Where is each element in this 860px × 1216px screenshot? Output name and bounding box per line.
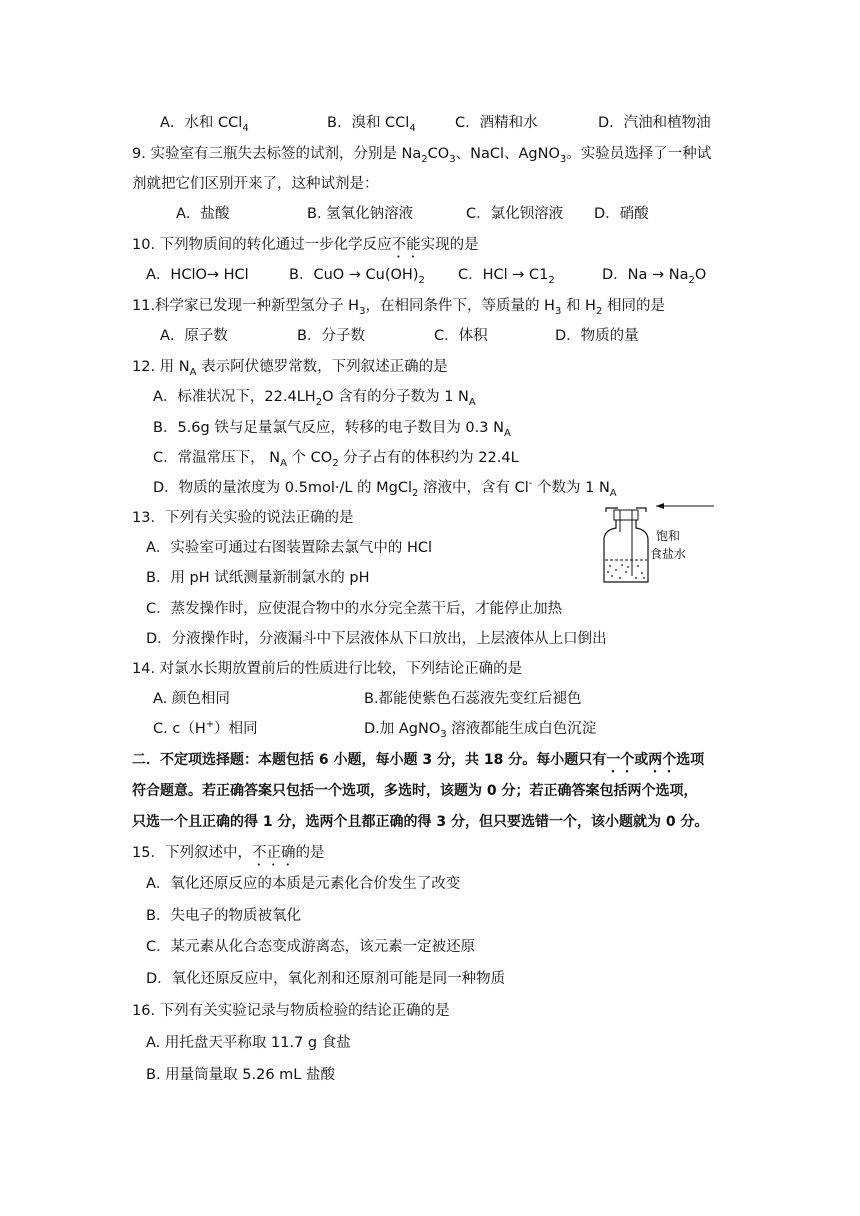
q9-option-a: A．盐酸	[176, 206, 230, 222]
section2-line3: 只选一个且正确的得 1 分，选两个且都正确的得 3 分，但只要选错一个，该小题就为 0 分。	[132, 814, 709, 830]
q16-option-a: A. 用托盘天平称取 11.7 g 食盐	[146, 1035, 351, 1051]
q13-option-b: B．用 pH 试纸测量新制氯水的 pH	[146, 570, 370, 586]
q10-emphasis: 不能	[391, 237, 421, 253]
q10-option-c: C．HCl → $C1_2$	[458, 267, 555, 286]
q15-option-b: B．失电子的物质被氧化	[146, 908, 301, 924]
section2-line2: 符合题意。若正确答案只包括一个选项，多选时，该题为 0 分；若正确答案包括两个选项，	[132, 783, 698, 799]
gas-washing-bottle-figure	[598, 498, 718, 590]
q15-option-d: D．氧化还原反应中，氧化剂和还原剂可能是同一种物质	[146, 971, 506, 987]
q9-stem-line1: 9. 实验室有三瓶失去标签的试剂，分别是 $Na_2CO_3$、NaCl、AgNO$_3$。实验员选择了一种试	[132, 146, 712, 165]
q11-option-d: D．物质的量	[555, 328, 639, 344]
q11-option-c: C．体积	[434, 328, 488, 344]
q16-stem: 16. 下列有关实验记录与物质检验的结论正确的是	[132, 1003, 450, 1019]
gas-washing-bottle-icon	[598, 498, 718, 590]
q9-stem-line2: 剂就把它们区别开来了，这种试剂是：	[132, 176, 379, 192]
figure-label-brine: 食盐水	[650, 547, 687, 561]
q14-stem: 14. 对氯水长期放置前后的性质进行比较，下列结论正确的是	[132, 661, 523, 677]
q11-option-b: B．分子数	[297, 328, 365, 344]
q15-option-a: A．氧化还原反应的本质是元素化合价发生了改变	[146, 876, 461, 892]
q12-option-a: A．标准状况下，$22.4LH_2O$ 含有的分子数为 1 $N_A$	[153, 389, 476, 408]
q14-option-b: B.都能使紫色石蕊液先变红后褪色	[364, 691, 582, 707]
section2-emphasis-one: 一个	[606, 752, 635, 768]
q8-option-b: B．溴和 CCl$_4$	[327, 115, 416, 134]
q14-option-a: A. 颜色相同	[153, 691, 230, 707]
q9-option-c: C．氯化钡溶液	[466, 206, 564, 222]
q8-option-c: C．酒精和水	[455, 115, 538, 131]
q9-option-b: B. 氢氧化钠溶液	[307, 206, 414, 222]
section2-line1: 二．不定项选择题：本题包括 6 小题，每小题 3 分，共 18 分。每小题只有一个或两个选项	[132, 752, 705, 768]
q15-emphasis: 不正确	[251, 845, 296, 861]
q12-stem: 12. 用 $N_A$ 表示阿伏德罗常数，下列叙述正确的是	[132, 359, 448, 378]
q8-option-d: D．汽油和植物油	[598, 115, 711, 131]
q12-option-c: C．常温常压下， $N_A$ 个 $CO_2$ 分子占有的体积约为 22.4L	[153, 450, 519, 469]
q15-stem: 15．下列叙述中，不正确的是	[132, 845, 325, 861]
q11-stem: 11.科学家已发现一种新型氢分子 $H_3$，在相同条件下，等质量的 $H_3$ 和 $H_2$ 相同的是	[132, 298, 665, 317]
q13-option-a: A．实验室可通过右图装置除去氯气中的 HCl	[146, 540, 433, 556]
q10-option-a: A．HClO→ HCl	[146, 267, 249, 283]
q14-option-d: D.加 AgNO$_3$ 溶液都能生成白色沉淀	[364, 721, 597, 740]
q10-stem: 10. 下列物质间的转化通过一步化学反应不能实现的是	[132, 237, 479, 253]
q15-option-c: C．某元素从化合态变成游离态，该元素一定被还原	[146, 939, 476, 955]
figure-label-saturated: 饱和	[656, 529, 681, 543]
q8-option-a: A．水和 CCl$_4$	[160, 115, 249, 134]
q10-option-b: B．CuO → $Cu(OH)_2$	[289, 267, 425, 286]
q12-option-d: D．物质的量浓度为 0.5mol·/L 的 MgCl$_2$ 溶液中，含有 Cl- 个数为 1 $N_A$	[153, 478, 617, 499]
q13-stem: 13．下列有关实验的说法正确的是	[132, 510, 354, 526]
q14-option-c: C. c（H+）相同	[153, 719, 258, 737]
q10-option-d: D．$Na \to Na_2O$	[602, 267, 707, 286]
q16-option-b: B. 用量筒量取 5.26 mL 盐酸	[146, 1067, 335, 1083]
q13-option-d: D．分液操作时，分液漏斗中下层液体从下口放出，上层液体从上口倒出	[146, 631, 607, 647]
q11-option-a: A．原子数	[160, 328, 228, 344]
section2-emphasis-two: 两个	[648, 752, 677, 768]
q12-option-b: B．5.6g 铁与足量氯气反应，转移的电子数目为 0.3 $N_A$	[153, 420, 511, 439]
q13-option-c: C．蒸发操作时，应使混合物中的水分完全蒸干后，才能停止加热	[146, 601, 563, 617]
q9-option-d: D．硝酸	[594, 206, 649, 222]
